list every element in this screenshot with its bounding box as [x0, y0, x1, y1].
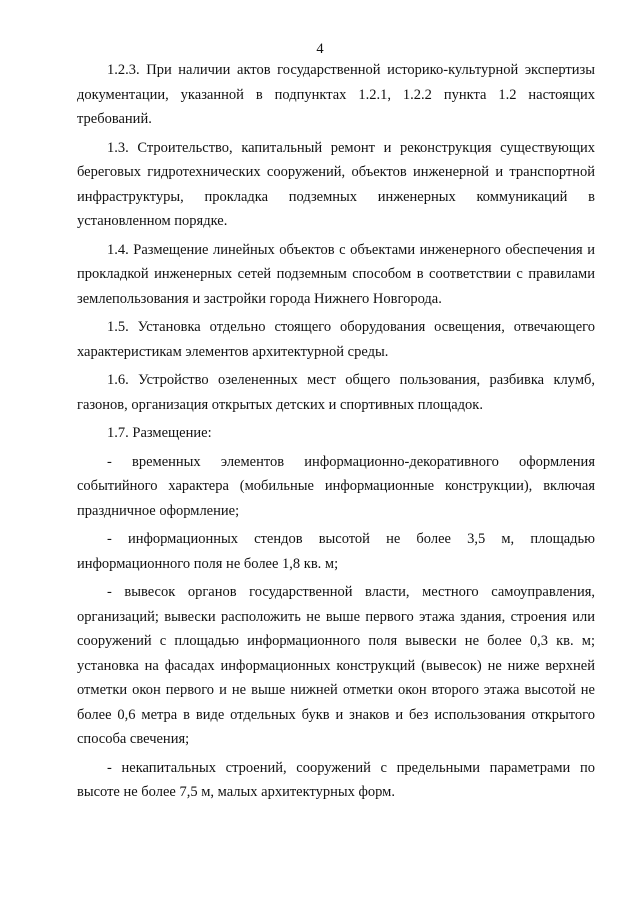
list-item-non-capital-structures: - некапитальных строений, сооружений с предельными параметрами по высоте не более 7,5 м, малых архитектурных форм. [77, 759, 595, 800]
paragraph-1-4: 1.4. Размещение линейных объектов с объектами инженерного обеспечения и прокладкой инженерных сетей подземным способом в соответствии с правилами землепользования и застройки города Нижнего Новгорода. [77, 241, 595, 307]
paragraph-1-5: 1.5. Установка отдельно стоящего оборудования освещения, отвечающего характеристикам элементов архитектурной среды. [77, 319, 595, 360]
paragraph-1-7: 1.7. Размещение: [107, 425, 212, 441]
paragraph-1-3: 1.3. Строительство, капитальный ремонт и реконструкция существующих береговых гидротехнических сооружений, объектов инженерной и транспортной инфраструктуры, прокладка подземных инженерных коммуникаций в установленном порядке. [77, 139, 595, 229]
page-number: 4 [316, 41, 324, 57]
paragraph-1-2-3: 1.2.3. При наличии актов государственной историко-культурной экспертизы документации, указанной в подпунктах 1.2.1, 1.2.2 пункта 1.2 настоящих требований. [77, 62, 595, 127]
list-item-temporary-elements: - временных элементов информационно-декоративного оформления событийного характера (мобильные информационные конструкции), включая праздничное оформление; [77, 453, 595, 519]
list-item-info-stands: - информационных стендов высотой не более 3,5 м, площадью информационного поля не более 1,8 кв. м; [77, 531, 595, 572]
document-body [77, 58, 595, 809]
list-item-signboards: - вывесок органов государственной власти, местного самоуправления, организаций; вывески расположить не выше первого этажа здания, строения или сооружений с площадью информационного поля вывески не более 0,3 кв. м; установка на фасадах информационных конструкций (вывесок) не ниже верхней отметки окон первого и не выше нижней отметки окон второго этажа высотой не более 0,6 метра в виде отдельных букв и знаков и без использования открытого способа свечения; [77, 584, 595, 747]
paragraph-1-6: 1.6. Устройство озелененных мест общего пользования, разбивка клумб, газонов, организация открытых детских и спортивных площадок. [77, 372, 595, 413]
